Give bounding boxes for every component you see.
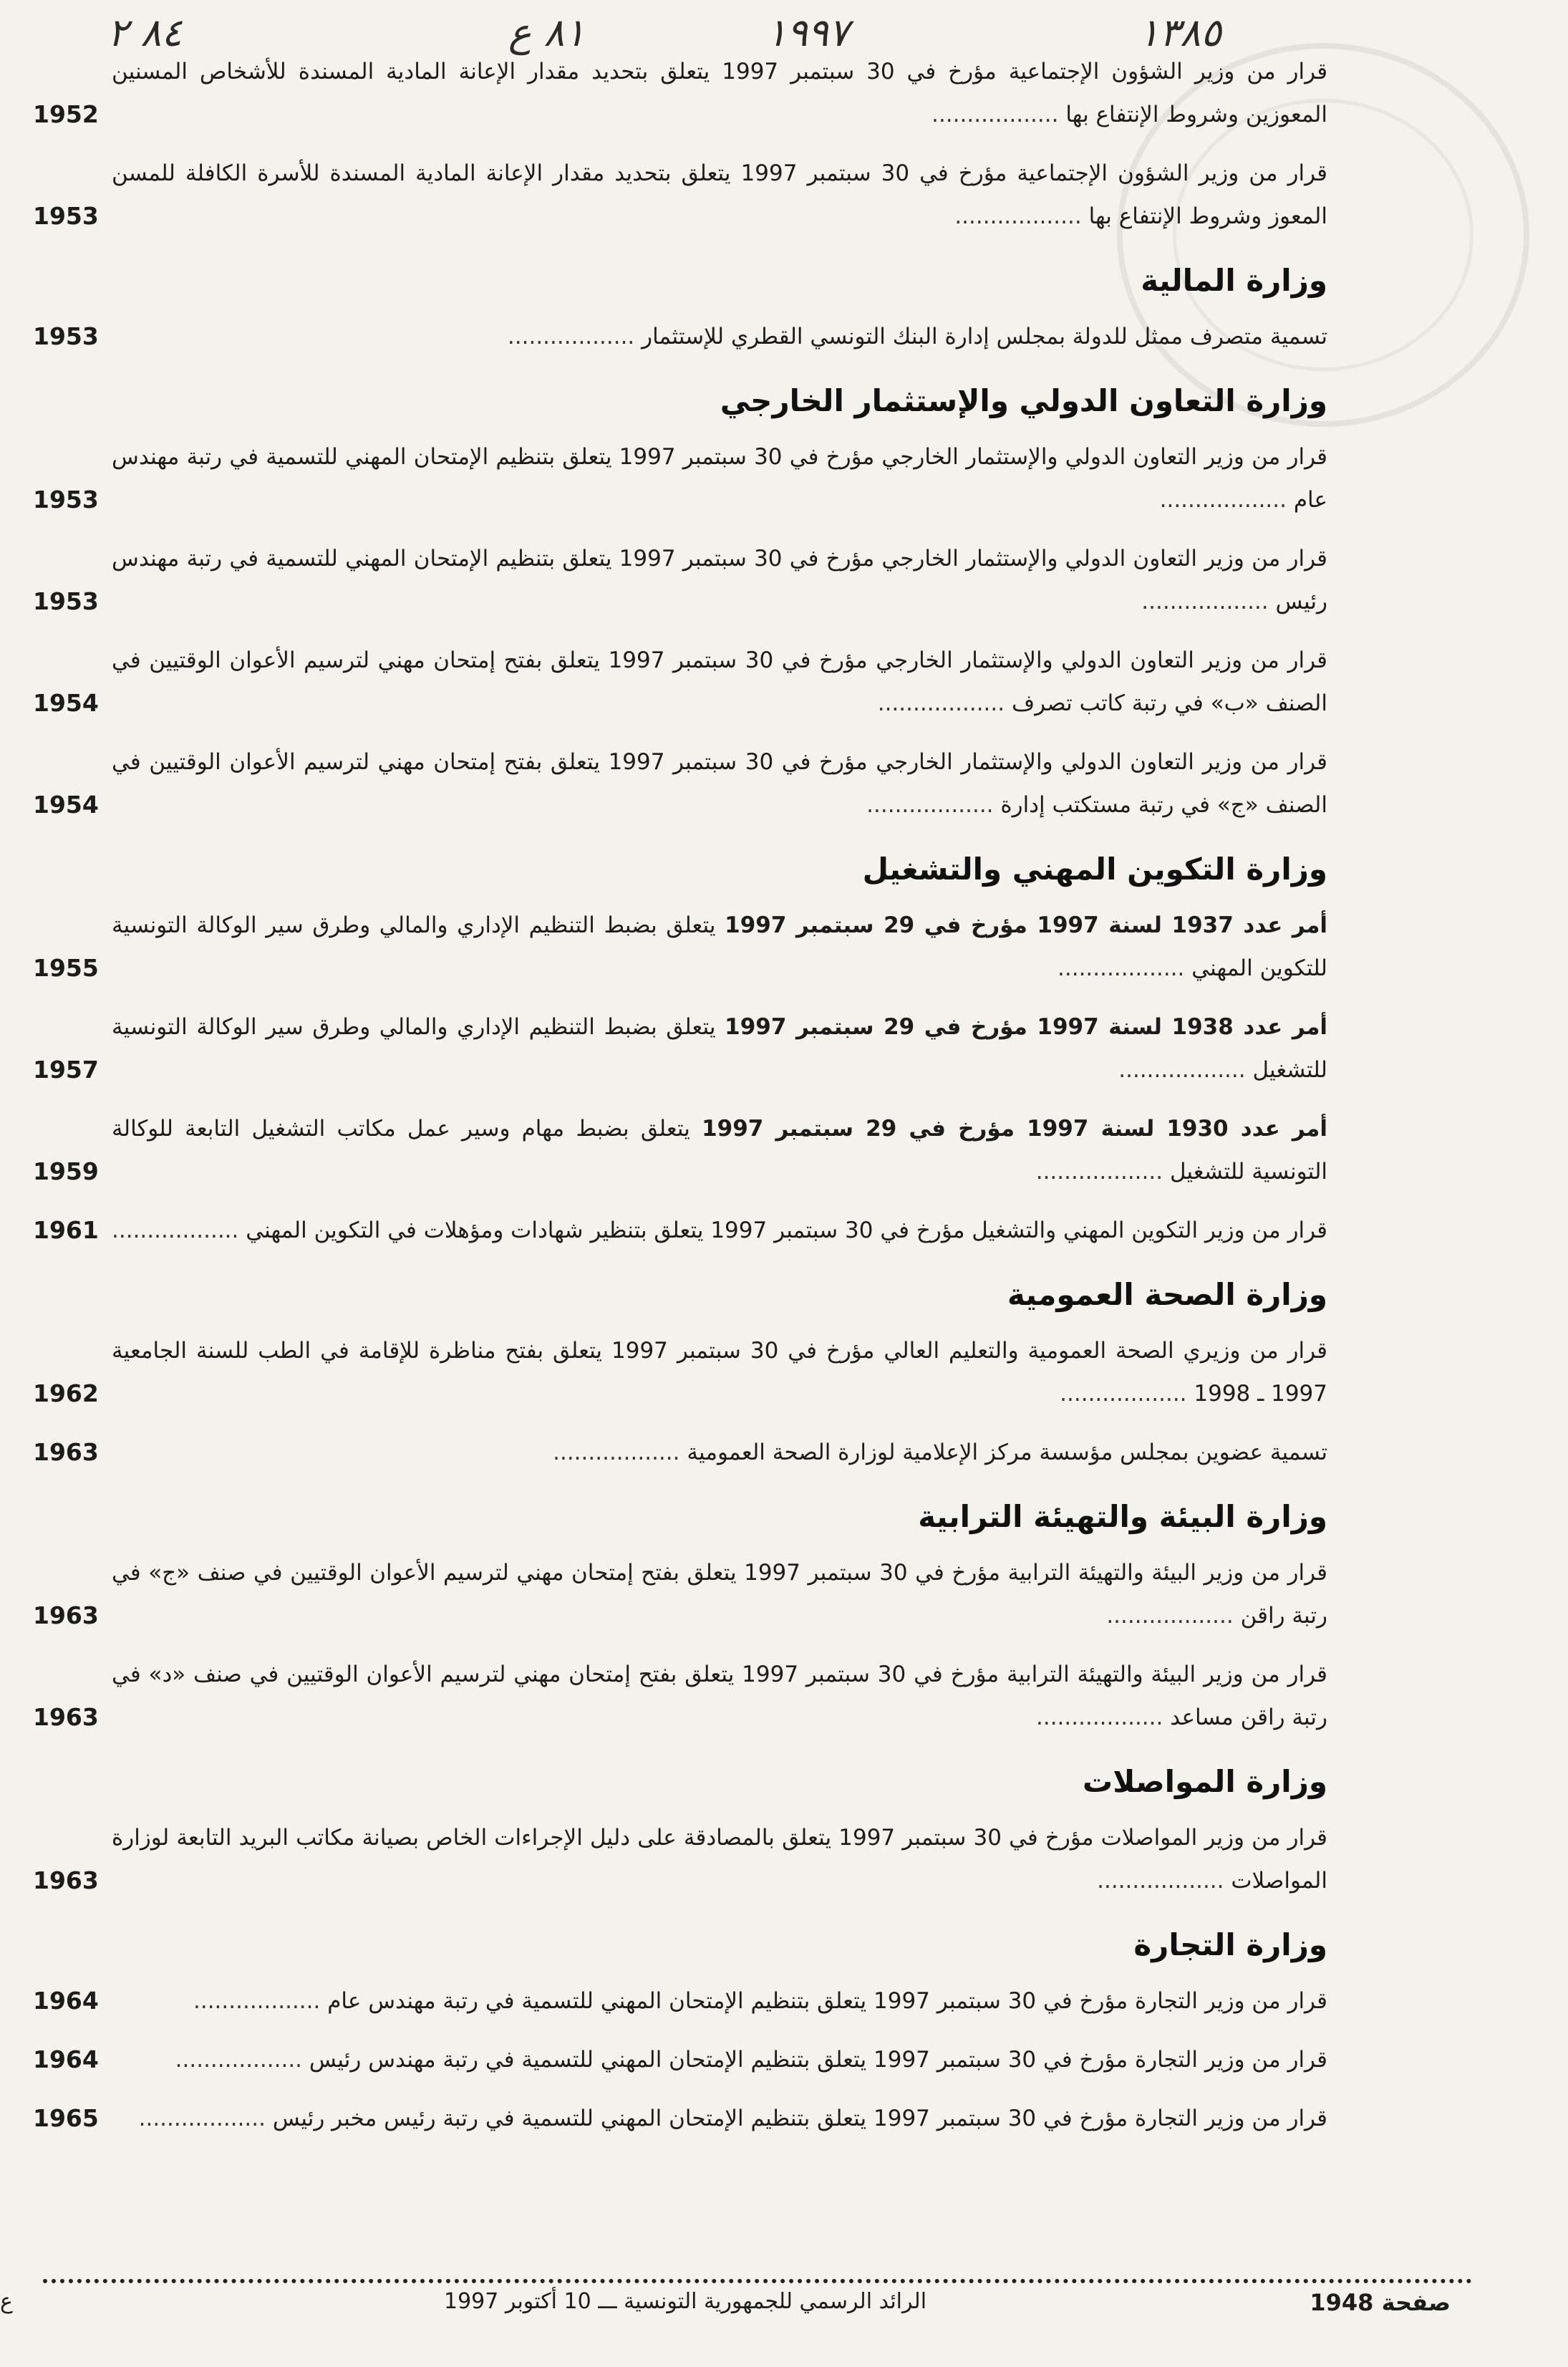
journal-title: الرائد الرسمي للجمهورية التونسية ـــ 10 أكتوبر 1997 (444, 2289, 927, 2314)
leader-dots: .................. (1141, 589, 1276, 614)
entry-text (112, 639, 1332, 725)
section-heading: وزارة التكوين المهني والتشغيل (862, 852, 1327, 887)
leader-dots: .................. (1106, 1603, 1241, 1629)
entry-page-number: 1962 (33, 1379, 99, 1407)
entry-text (112, 1816, 1332, 1902)
entry-description: قرار من وزير الشؤون الإجتماعية مؤرخ في 30 سبتمبر 1997 يتعلق بتحديد مقدار الإعانة المادية المسندة للأسرة الكافلة للمسن المعوز وشروط الإنتفاع بها (112, 160, 1327, 229)
leader-dots: .................. (1035, 1159, 1170, 1185)
entry-text (112, 1431, 1332, 1474)
section-heading: وزارة المالية (1141, 263, 1327, 298)
entry-text (112, 2038, 1332, 2081)
entry-description: يتعلق بضبط التنظيم الإداري والمالي وطرق سير الوكالة التونسية للتشغيل (112, 1014, 1327, 1083)
entry-text (112, 435, 1332, 521)
entry-description: تسمية عضوين بمجلس مؤسسة مركز الإعلامية لوزارة الصحة العمومية (687, 1440, 1327, 1465)
entry-description: قرار من وزير التعاون الدولي والإستثمار الخارجي مؤرخ في 30 سبتمبر 1997 يتعلق بتنظيم الإمتحان المهني للتسمية في رتبة مهندس عام (112, 444, 1328, 513)
toc-entry (29, 50, 1332, 136)
leader-dots: .................. (954, 203, 1089, 229)
entry-page-number: 1963 (33, 1866, 99, 1894)
toc-entry (29, 1980, 1332, 2023)
entry-page-number: 1965 (33, 2104, 99, 2132)
entry-text (112, 1107, 1332, 1193)
entry-description: قرار من وزير المواصلات مؤرخ في 30 سبتمبر 1997 يتعلق بالمصادقة على دليل الإجراءات الخاص بصيانة مكاتب البريد التابعة لوزارة المواصلات (112, 1825, 1327, 1894)
toc-entry (29, 152, 1332, 238)
toc-entry (29, 1551, 1332, 1637)
entry-page-number: 1961 (33, 1216, 99, 1244)
entry-page-number: 1964 (33, 2045, 99, 2073)
entry-description: قرار من وزيري الصحة العمومية والتعليم العالي مؤرخ في 30 سبتمبر 1997 يتعلق بفتح مناظرة للإقامة في الطب للسنة الجامعية 1997 ـ 1998 (112, 1338, 1327, 1407)
entry-text (112, 315, 1332, 358)
entry-page-number: 1954 (33, 689, 99, 717)
toc-section (29, 1495, 1332, 1739)
toc-entry (29, 2097, 1332, 2140)
edge-fragment: ع (0, 2289, 13, 2314)
table-of-contents (29, 50, 1332, 2156)
entry-text (112, 50, 1332, 136)
section-heading: وزارة التعاون الدولي والإستثمار الخارجي (720, 383, 1327, 418)
leader-dots: .................. (112, 1218, 246, 1243)
entry-text (112, 1209, 1332, 1252)
leader-dots: .................. (866, 792, 1001, 818)
entry-page-number: 1963 (33, 1438, 99, 1466)
entry-text (112, 1006, 1332, 1091)
page-number: صفحة 1948 (1310, 2289, 1451, 2316)
entry-description: قرار من وزير التعاون الدولي والإستثمار الخارجي مؤرخ في 30 سبتمبر 1997 يتعلق بفتح إمتحان مهني لترسيم الأعوان الوقتيين في الصنف «ب» في رتبة كاتب تصرف (112, 647, 1327, 716)
entry-text (112, 904, 1332, 990)
toc-entry (29, 904, 1332, 990)
entry-page-number: 1953 (33, 202, 99, 230)
toc-entry (29, 1006, 1332, 1091)
leader-dots: .................. (1058, 955, 1192, 981)
leader-dots: .................. (1118, 1057, 1253, 1083)
entry-text (112, 741, 1332, 826)
handwritten-note: ١٣٨٥ (1138, 10, 1222, 55)
leader-dots: .................. (877, 690, 1012, 716)
decree-reference: أمر عدد 1937 لسنة 1997 مؤرخ في 29 سبتمبر 1997 (725, 912, 1328, 938)
toc-section (29, 50, 1332, 238)
section-heading: وزارة البيئة والتهيئة الترابية (918, 1499, 1327, 1534)
toc-entry (29, 315, 1332, 358)
leader-dots: .................. (1159, 487, 1294, 513)
toc-entry (29, 1329, 1332, 1415)
leader-dots: .................. (1097, 1868, 1231, 1894)
handwritten-note: ٨٤ ٢ (107, 10, 183, 55)
toc-entry (29, 1107, 1332, 1193)
toc-entry (29, 741, 1332, 826)
footer-divider (43, 2279, 1472, 2283)
entry-description: يتعلق بضبط مهام وسير عمل مكاتب التشغيل التابعة للوكالة التونسية للتشغيل (112, 1116, 1327, 1185)
toc-section (29, 848, 1332, 1252)
entry-text (112, 537, 1332, 623)
toc-entry (29, 1209, 1332, 1252)
decree-reference: أمر عدد 1938 لسنة 1997 مؤرخ في 29 سبتمبر 1997 (725, 1014, 1328, 1040)
toc-section (29, 259, 1332, 358)
toc-section (29, 1924, 1332, 2140)
leader-dots: .................. (1060, 1381, 1194, 1407)
leader-dots: .................. (553, 1440, 687, 1465)
section-heading: وزارة المواصلات (1082, 1764, 1327, 1799)
entry-description: قرار من وزير البيئة والتهيئة الترابية مؤرخ في 30 سبتمبر 1997 يتعلق بفتح إمتحان مهني لترسيم الأعوان الوقتيين في صنف «ج» في رتبة راقن (112, 1560, 1327, 1629)
entry-description: قرار من وزير الشؤون الإجتماعية مؤرخ في 30 سبتمبر 1997 يتعلق بتحديد مقدار الإعانة المادية المسندة للأشخاص المسنين المعوزين وشروط الإنتفاع بها (112, 59, 1328, 127)
section-heading: وزارة التجارة (1133, 1927, 1327, 1962)
toc-section (29, 380, 1332, 826)
entry-description: قرار من وزير التعاون الدولي والإستثمار الخارجي مؤرخ في 30 سبتمبر 1997 يتعلق بتنظيم الإمتحان المهني للتسمية في رتبة مهندس رئيس (112, 546, 1328, 614)
toc-entry (29, 537, 1332, 623)
handwritten-note: ٨١ ع (508, 10, 586, 55)
toc-entry (29, 1431, 1332, 1474)
entry-page-number: 1964 (33, 1987, 99, 2015)
leader-dots: .................. (138, 2106, 273, 2131)
entry-page-number: 1959 (33, 1157, 99, 1185)
entry-page-number: 1963 (33, 1601, 99, 1629)
entry-page-number: 1953 (33, 486, 99, 514)
entry-description: تسمية متصرف ممثل للدولة بمجلس إدارة البنك التونسي القطري للإستثمار (642, 324, 1327, 349)
leader-dots: .................. (1036, 1705, 1171, 1730)
leader-dots: .................. (931, 102, 1066, 127)
toc-entry (29, 1653, 1332, 1739)
entry-page-number: 1957 (33, 1056, 99, 1084)
entry-page-number: 1953 (33, 322, 99, 350)
entry-description: قرار من وزير التجارة مؤرخ في 30 سبتمبر 1997 يتعلق بتنظيم الإمتحان المهني للتسمية في رتبة مهندس عام (327, 1988, 1327, 2014)
entry-text (112, 1329, 1332, 1415)
entry-page-number: 1952 (33, 100, 99, 128)
handwritten-note: ١٩٩٧ (766, 10, 850, 55)
entry-text (112, 1980, 1332, 2023)
page-footer (0, 2289, 1472, 2332)
toc-entry (29, 2038, 1332, 2081)
entry-description: قرار من وزير التجارة مؤرخ في 30 سبتمبر 1997 يتعلق بتنظيم الإمتحان المهني للتسمية في رتبة مهندس رئيس (309, 2047, 1327, 2073)
toc-entry (29, 639, 1332, 725)
leader-dots: .................. (175, 2047, 309, 2073)
toc-section (29, 1273, 1332, 1474)
entry-page-number: 1963 (33, 1703, 99, 1731)
entry-text (112, 1653, 1332, 1739)
leader-dots: .................. (193, 1988, 328, 2014)
entry-description: قرار من وزير التكوين المهني والتشغيل مؤرخ في 30 سبتمبر 1997 يتعلق بتنظير شهادات ومؤهلات في التكوين المهني (246, 1218, 1327, 1243)
leader-dots: .................. (507, 324, 642, 349)
toc-section (29, 1760, 1332, 1902)
section-heading: وزارة الصحة العمومية (1007, 1277, 1327, 1312)
entry-page-number: 1953 (33, 587, 99, 615)
entry-description: قرار من وزير البيئة والتهيئة الترابية مؤرخ في 30 سبتمبر 1997 يتعلق بفتح إمتحان مهني لترسيم الأعوان الوقتيين في صنف «د» في رتبة راقن مساعد (112, 1662, 1327, 1730)
toc-entry (29, 435, 1332, 521)
entry-text (112, 152, 1332, 238)
entry-page-number: 1954 (33, 791, 99, 819)
entry-description: قرار من وزير التعاون الدولي والإستثمار الخارجي مؤرخ في 30 سبتمبر 1997 يتعلق بفتح إمتحان مهني لترسيم الأعوان الوقتيين في الصنف «ج» في رتبة مستكتب إدارة (112, 749, 1327, 818)
entry-text (112, 1551, 1332, 1637)
decree-reference: أمر عدد 1930 لسنة 1997 مؤرخ في 29 سبتمبر 1997 (702, 1116, 1327, 1142)
entry-description: يتعلق بضبط التنظيم الإداري والمالي وطرق سير الوكالة التونسية للتكوين المهني (112, 912, 1327, 981)
entry-description: قرار من وزير التجارة مؤرخ في 30 سبتمبر 1997 يتعلق بتنظيم الإمتحان المهني للتسمية في رتبة رئيس مخبر رئيس (272, 2106, 1327, 2131)
entry-page-number: 1955 (33, 954, 99, 982)
toc-entry (29, 1816, 1332, 1902)
entry-text (112, 2097, 1332, 2140)
